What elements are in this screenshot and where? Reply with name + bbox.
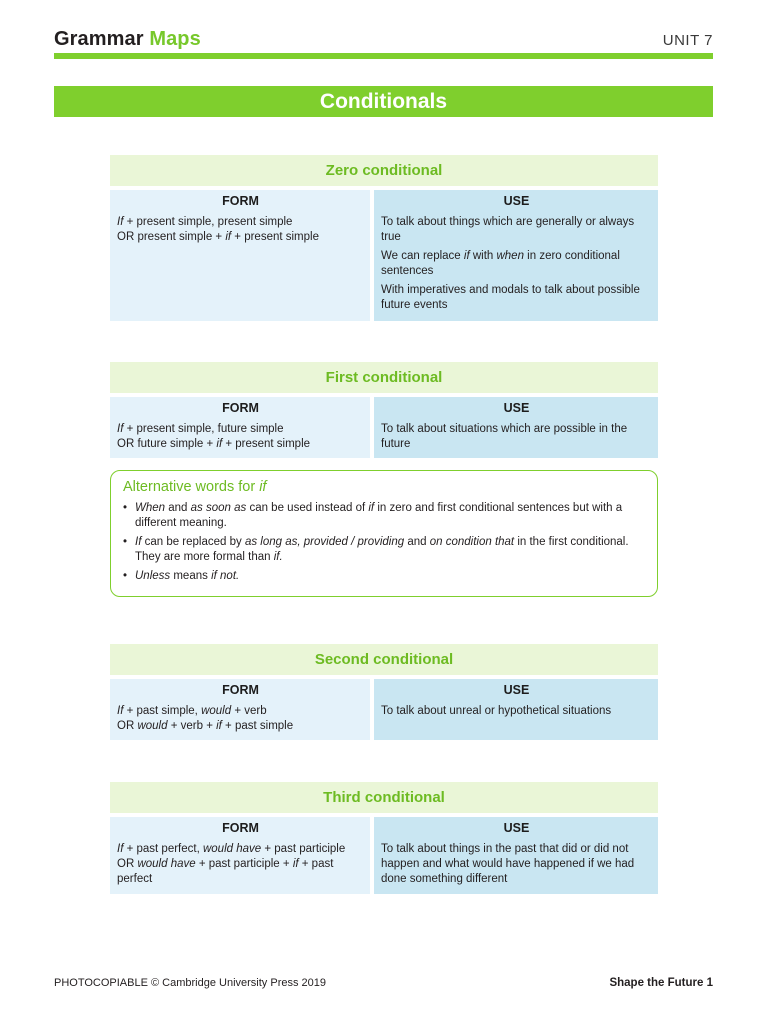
form-line: If + present simple, future simple [117, 423, 284, 435]
form-heading: FORM [222, 194, 259, 208]
use-heading: USE [503, 194, 530, 208]
use-heading: USE [503, 683, 530, 697]
alternative-words-title: Alternative words for if [123, 479, 267, 495]
use-heading: USE [503, 821, 530, 835]
use-heading: USE [503, 401, 530, 415]
use-column [374, 817, 658, 894]
form-column [110, 817, 370, 894]
use-column [374, 397, 658, 458]
section-heading: Second conditional [110, 644, 658, 675]
header-rule [54, 53, 713, 59]
form-column [110, 190, 370, 321]
form-line: If + past simple, would + verb [117, 705, 267, 717]
form-line: OR would + verb + if + past simple [117, 720, 294, 732]
first-conditional-section [110, 362, 658, 458]
zero-conditional-section [110, 155, 658, 321]
form-heading: FORM [222, 401, 259, 415]
unit-label: UNIT 7 [662, 32, 713, 49]
book-title: Shape the Future 1 [609, 977, 713, 989]
alternative-words-list [123, 501, 645, 584]
third-conditional-section [110, 782, 658, 894]
use-line: With imperatives and modals to talk about possible future events [381, 284, 640, 311]
section-heading: Zero conditional [110, 155, 658, 186]
form-line: OR future simple + if + present simple [117, 438, 311, 450]
page-title: Conditionals [54, 86, 713, 117]
brand-grammar: Grammar [54, 28, 144, 50]
brand-maps: Maps [149, 28, 201, 50]
use-line: We can replace if with when in zero conditional sentences [381, 250, 620, 277]
use-column [374, 190, 658, 321]
alternative-words-box [110, 470, 658, 597]
use-line: To talk about unreal or hypothetical situations [381, 705, 612, 717]
use-column [374, 679, 658, 740]
copyright-notice: PHOTOCOPIABLE © Cambridge University Press 2019 [54, 977, 326, 989]
use-line: To talk about things in the past that did or did not happen and what would have happened if we had done something different [381, 843, 635, 885]
form-heading: FORM [222, 683, 259, 697]
form-heading: FORM [222, 821, 259, 835]
section-heading: First conditional [110, 362, 658, 393]
list-item: • When and as soon as can be used instead of if in zero and first conditional sentences but with a different meaning. [123, 501, 645, 531]
form-column [110, 397, 370, 458]
use-line: To talk about things which are generally or always true [381, 216, 635, 243]
form-line: If + past perfect, would have + past participle OR would have + past participle + if + past perfect [117, 843, 346, 885]
list-item: • If can be replaced by as long as, provided / providing and on condition that in the first conditional. They are more formal than if. [123, 535, 645, 565]
second-conditional-section [110, 644, 658, 740]
form-line: OR present simple + if + present simple [117, 231, 319, 243]
list-item: • Unless means if not. [123, 569, 645, 584]
form-column [110, 679, 370, 740]
brand-logo [54, 28, 201, 51]
use-line: To talk about situations which are possible in the future [381, 423, 628, 450]
form-line: If + present simple, present simple [117, 216, 293, 228]
section-heading: Third conditional [110, 782, 658, 813]
